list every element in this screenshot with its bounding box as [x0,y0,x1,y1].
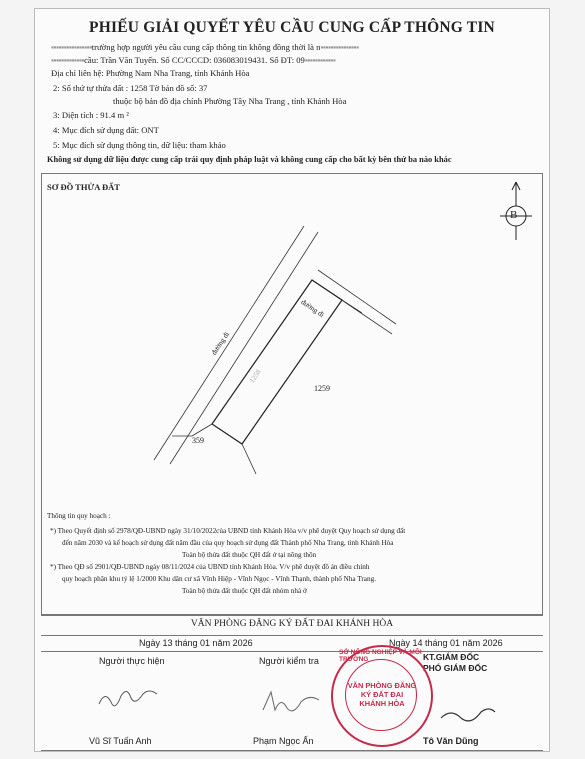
road-label-left: đường đi [210,330,232,357]
road-label-top: đường đi [299,298,326,320]
map-set-line: thuộc bộ bản đồ địa chính Phường Tây Nha Trang , tỉnh Khánh Hòa [113,96,347,106]
official-stamp-icon [331,645,433,747]
parcel-number-right: 1259 [314,384,330,393]
role-performer: Người thực hiện [99,656,165,666]
land-use-line: 4: Mục đích sử dụng đất: ONT [53,125,159,135]
planning-1-line-3: Toàn bộ thửa đất thuộc QH đất ở tại nông thôn [182,551,317,559]
role-deputy-director: PHÓ GIÁM ĐỐC [423,663,488,673]
road-edge [154,226,304,460]
usage-warning: Không sử dụng dữ liệu được cung cấp trái quy định pháp luật và không cung cấp cho bất kỳ bên thứ ba nào khác [47,155,452,164]
date-right: Ngày 14 tháng 01 năm 2026 [389,638,503,648]
planning-heading: Thông tin quy hoạch : [47,512,111,520]
parcel-boundary [192,424,212,436]
compass-label: B [510,209,518,221]
signature-checker-icon [263,692,319,711]
road-edge [318,270,396,324]
name-checker: Phạm Ngọc Ấn [253,736,314,746]
requester-line: ▪▪▪▪▪▪▪▪▪▪▪▪▪▪▪▪trường hợp người yêu cầu cung cấp thông tin không đồng thời là n▪▪▪▪▪▪▪▪▪▪▪▪▪▪▪ [51,42,359,52]
parcel-number-line: 2: Số thứ tự thửa đất : 1258 Tờ bản đồ số: 37 [53,83,208,93]
planning-2-line-3: Toàn bộ thửa đất thuộc QH đất nhóm nhà ở [182,587,307,595]
stamp-center-text: VĂN PHÒNG ĐĂNG KÝ ĐẤT ĐAI KHÁNH HÒA [347,681,417,708]
road-edge [170,232,318,464]
parcel-number-center: 1258 [248,368,263,385]
planning-1-line-1: *) Theo Quyết định số 2978/QĐ-UBND ngày 31/10/2022của UBND tỉnh Khánh Hòa v/v phê duyệt Quy hoạch sử dụng đất [50,527,406,535]
diagram-label: SƠ ĐỒ THỬA ĐẤT [47,182,120,192]
role-director: KT.GIÁM ĐỐC [423,652,480,662]
planning-2-line-2: quy hoạch phân khu tỷ lệ 1/2000 Khu dân cư xã Vĩnh Hiệp - Vĩnh Ngọc - Vĩnh Thạnh, thành phố Nha Trang. [62,575,376,583]
date-row [41,635,543,652]
office-name: VĂN PHÒNG ĐĂNG KÝ ĐẤT ĐAI KHÁNH HÒA [190,619,394,629]
area-line: 3: Diện tích : 91.4 m ² [53,110,129,120]
signature-performer-icon [99,691,157,706]
parcel-boundary [342,300,362,313]
diagram-frame [41,173,543,615]
requester-id-line: ▪▪▪▪▪▪▪▪▪▪▪▪▪cầu: Trần Văn Tuyến. Số CC/CCCD: 036083019431. Số ĐT: 09▪▪▪▪▪▪▪▪▪▪▪▪ [51,55,336,65]
name-director: Tô Văn Dũng [423,736,479,746]
document-title: PHIẾU GIẢI QUYẾT YÊU CẦU CUNG CẤP THÔNG TIN [89,19,495,36]
parcel-boundary [242,444,256,474]
role-checker: Người kiểm tra [259,656,319,666]
name-performer: Vũ Sĩ Tuấn Anh [89,736,152,746]
planning-2-line-1: *) Theo QĐ số 2901/QĐ-UBND ngày 08/11/2024 của UBND tỉnh Khánh Hòa. V/v phê duyệt đồ án điều chỉnh [50,563,370,571]
stamp-ring-text: SỞ NÔNG NGHIỆP VÀ MÔI TRƯỜNG [339,649,422,663]
parcel-1258 [212,280,342,444]
document-page [34,8,550,752]
signature-director-icon [441,709,495,721]
parcel-diagram [42,174,544,494]
address-line: Địa chỉ liên hệ: Phường Nam Nha Trang, tỉnh Khánh Hòa [51,68,250,78]
date-left: Ngày 13 tháng 01 năm 2026 [139,638,253,648]
parcel-number-left: 359 [192,436,204,445]
info-purpose-line: 5: Mục đích sử dụng thông tin, dữ liệu: tham khảo [53,140,226,150]
planning-1-line-2: đến năm 2030 và kế hoạch sử dụng đất năm đầu của quy hoạch sử dụng đất Thành phố Nha Trang, tỉnh Khánh Hòa [62,539,394,547]
signature-row [41,651,543,751]
office-row [41,615,543,634]
